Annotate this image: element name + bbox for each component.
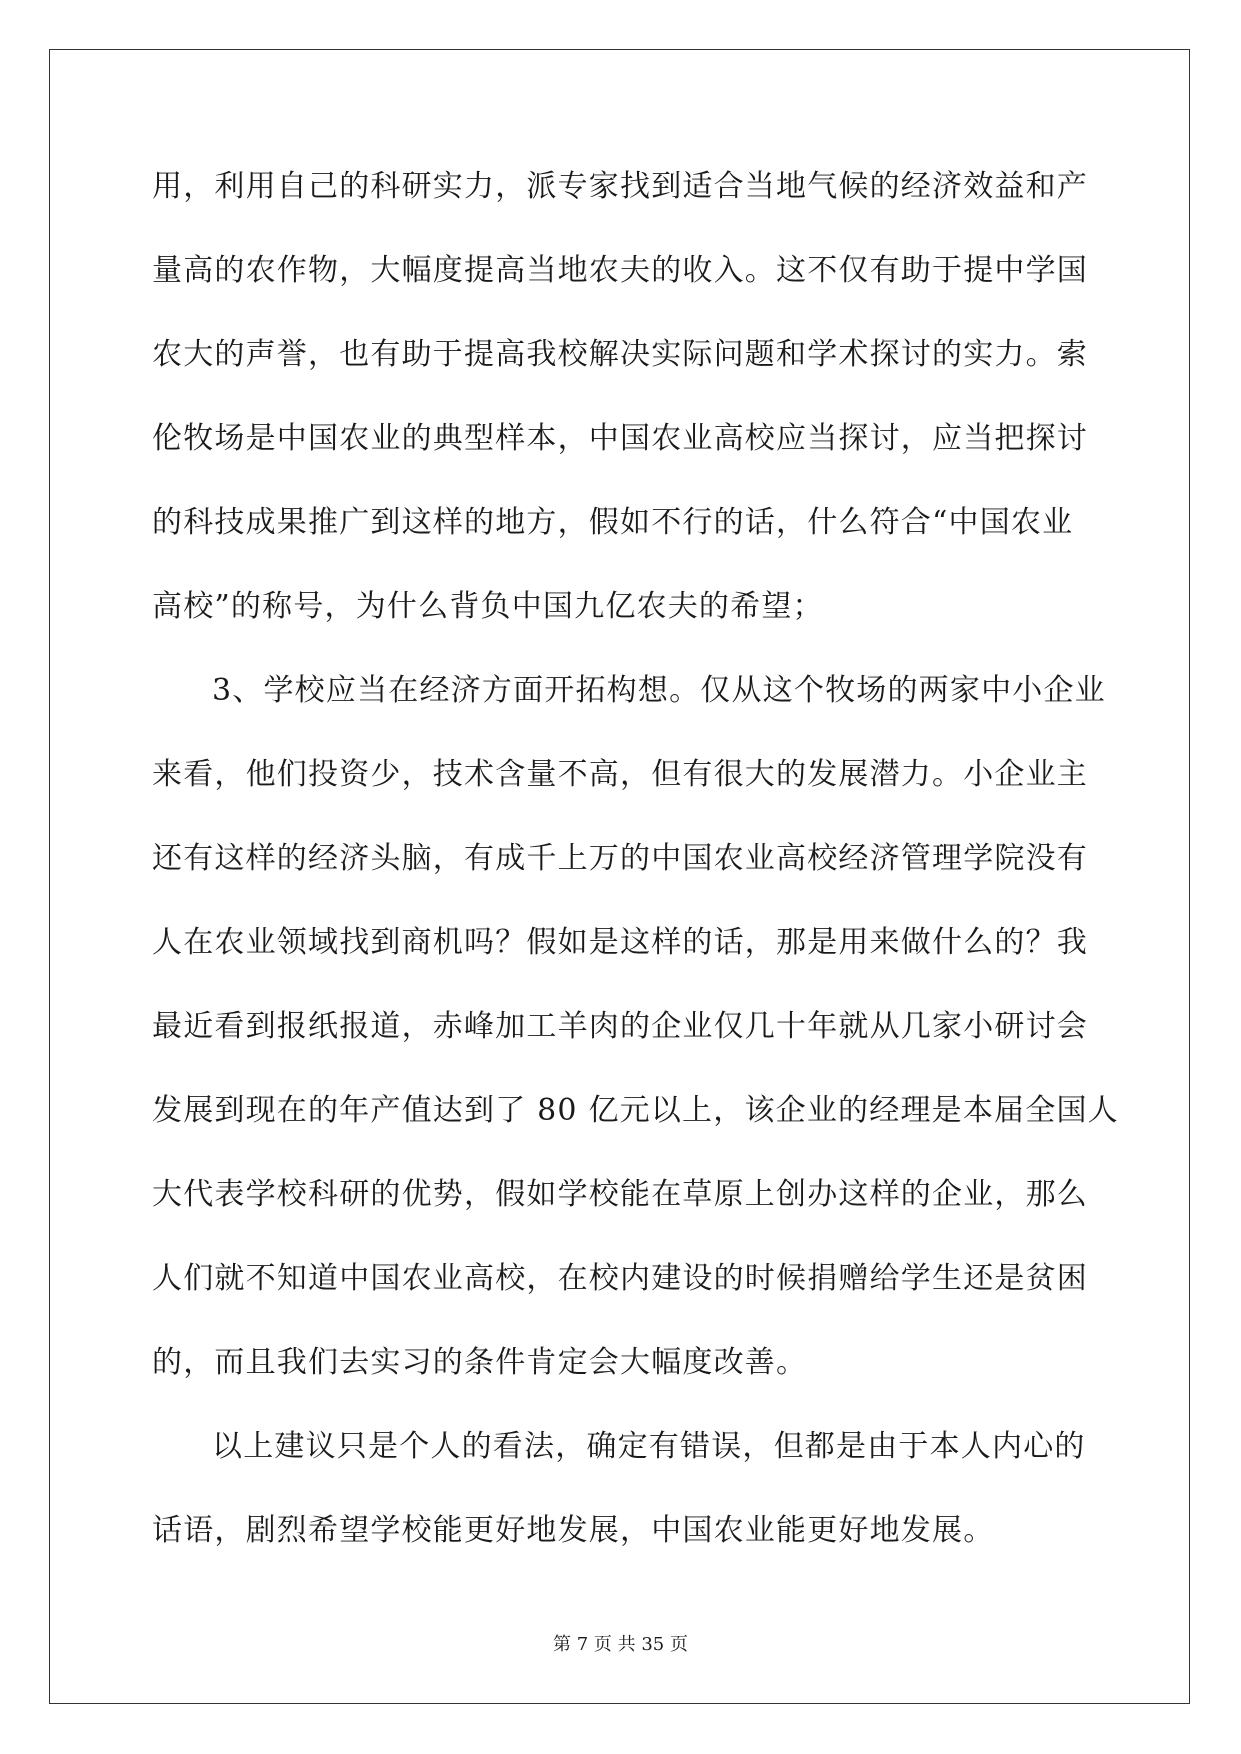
text-line: 伦牧场是中国农业的典型样本，中国农业高校应当探讨，应当把探讨	[152, 421, 1088, 456]
document-body	[152, 145, 1119, 1573]
text-line: 3、学校应当在经济方面开拓构想。仅从这个牧场的两家中小企业	[212, 673, 1106, 708]
text-line: 高校”的称号，为什么背负中国九亿农夫的希望；	[152, 589, 824, 624]
text-line: 的科技成果推广到这样的地方，假如不行的话，什么符合“中国农业	[152, 505, 1074, 540]
text-line: 话语，剧烈希望学校能更好地发展，中国农业能更好地发展。	[152, 1513, 995, 1548]
text-line: 来看，他们投资少，技术含量不高，但有很大的发展潜力。小企业主	[152, 757, 1088, 792]
text-line: 人们就不知道中国农业高校，在校内建设的时候捐赠给学生还是贫困	[152, 1261, 1088, 1296]
text-line: 最近看到报纸报道，赤峰加工羊肉的企业仅几十年就从几家小研讨会	[152, 1009, 1088, 1044]
text-line: 大代表学校科研的优势，假如学校能在草原上创办这样的企业，那么	[152, 1177, 1088, 1212]
text-line: 的，而且我们去实习的条件肯定会大幅度改善。	[152, 1345, 808, 1380]
text-line: 发展到现在的年产值达到了 80 亿元以上，该企业的经理是本届全国人	[152, 1093, 1119, 1128]
text-line: 用，利用自己的科研实力，派专家找到适合当地气候的经济效益和产	[152, 169, 1088, 204]
text-line: 以上建议只是个人的看法，确定有错误，但都是由于本人内心的	[212, 1429, 1086, 1464]
text-line: 还有这样的经济头脑，有成千上万的中国农业高校经济管理学院没有	[152, 841, 1088, 876]
page-number-footer: 第 7 页 共 35 页	[553, 1634, 688, 1655]
text-line: 人在农业领域找到商机吗？假如是这样的话，那是用来做什么的？我	[152, 925, 1088, 960]
text-line: 农大的声誉，也有助于提高我校解决实际问题和学术探讨的实力。索	[152, 337, 1088, 372]
text-line: 量高的农作物，大幅度提高当地农夫的收入。这不仅有助于提中学国	[152, 253, 1088, 288]
